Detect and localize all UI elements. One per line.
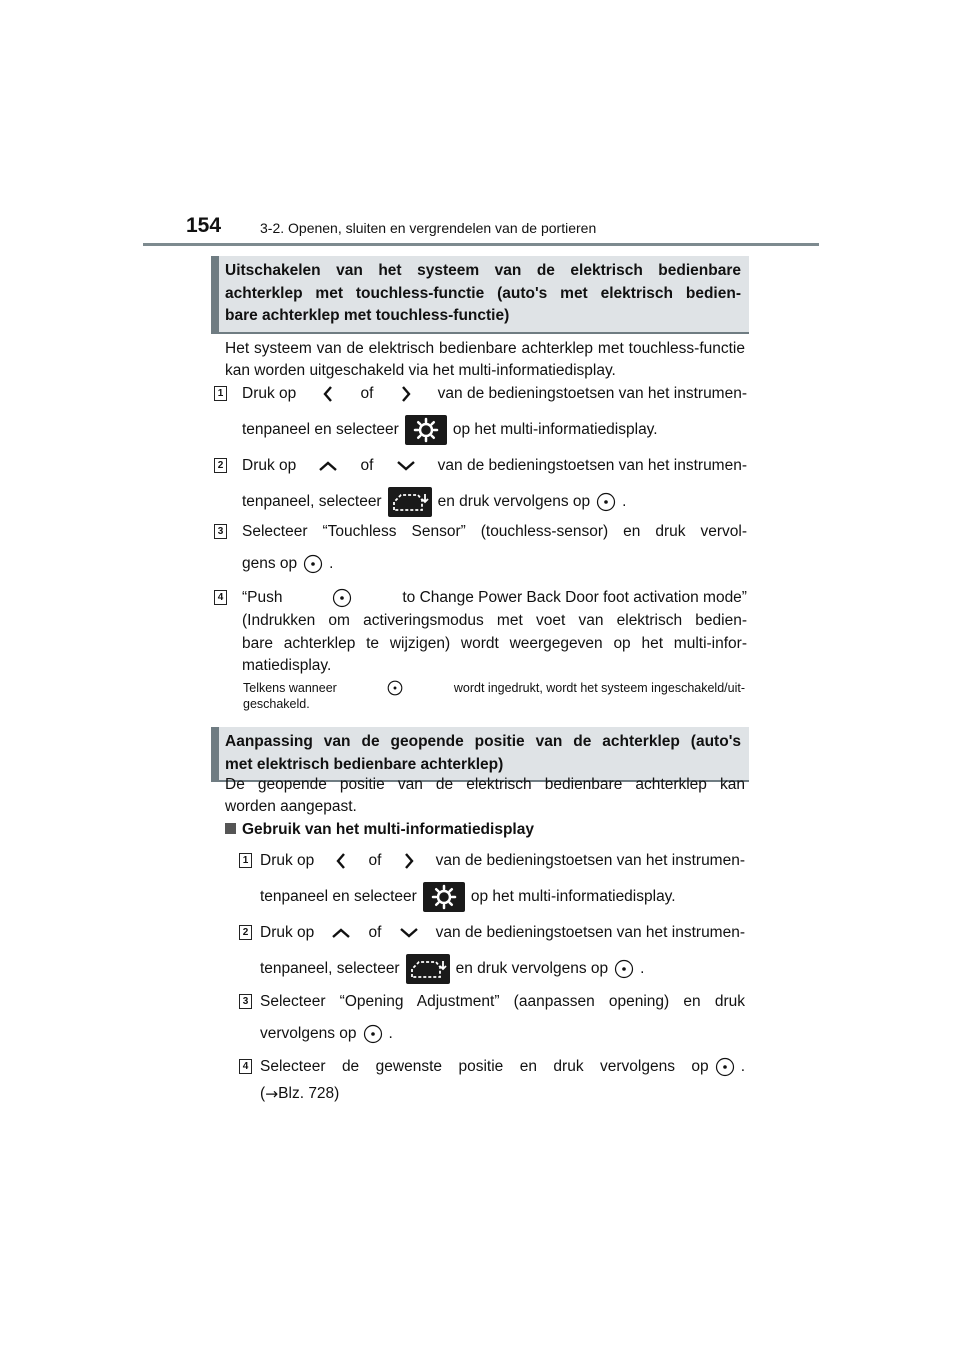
subheading-text: Gebruik van het multi-informatiedisplay [242,821,534,838]
gear-icon [405,415,447,445]
section-title-line: met elektrisch bedienbare achterklep) [225,755,504,773]
enter-button-icon [614,959,634,979]
step-3 [260,991,745,1045]
step-number-2: 2 [214,458,227,473]
step-text: op het multi-informatiedisplay. [452,421,658,438]
note-text: Telkens wanneer [243,681,337,695]
chevron-right-icon [402,851,416,871]
step-line: matiedisplay. [242,657,332,674]
gear-icon [423,882,465,912]
step-text: of [368,924,382,941]
section-title-disable-touchless [211,256,749,334]
step-2 [260,922,745,980]
step-number-1: 1 [214,386,227,401]
step-text: van de bedieningstoetsen van het instrumen- [437,457,747,474]
step-text: Druk op [242,385,297,402]
step-text: en druk vervolgens op [455,960,609,977]
enter-button-icon [715,1057,735,1077]
section-intro: Het systeem van de elektrisch bedienbare achterklep met touchless-functie kan worden uitgeschakeld via het multi-informatiedisplay. [225,340,745,379]
step-text: op het multi-informatiedisplay. [470,888,676,905]
section-title-line: Aanpassing van de geopende positie van de achterklep (auto's [225,733,741,750]
step-text: van de bedieningstoetsen van het instrumen- [435,924,745,941]
step-text: Selecteer “Touchless Sensor” (touchless-sensor) en druk vervol- [242,523,747,540]
note-line [243,680,745,696]
enter-button-icon [363,1024,383,1044]
vehicle-tailgate-icon [388,487,432,517]
step-text: of [368,852,382,869]
step-text: of [360,457,374,474]
step-line [242,419,747,441]
note-text: wordt ingedrukt, wordt het systeem ingeschakeld/uit- [453,681,745,695]
step-text: Selecteer de gewenste positie en druk vervolgens op [260,1058,709,1075]
step-text: gens op [242,555,298,572]
square-bullet-icon [225,823,236,834]
step-text: Druk op [242,457,297,474]
step-line: (Indrukken om activeringsmodus met voet van elektrisch bedien- [242,612,747,629]
chevron-up-icon [330,926,352,940]
chevron-left-icon [334,851,348,871]
chevron-up-icon [317,459,339,473]
step-text: van de bedieningstoetsen van het instrumen- [437,385,747,402]
vehicle-tailgate-icon [406,954,450,984]
step-text: . [640,960,645,977]
step-text: tenpaneel en selecteer [242,421,399,438]
arrow-right-icon: → [265,1085,279,1103]
chevron-right-icon [399,384,413,404]
step-2 [242,455,747,513]
step-line [260,958,745,980]
chevron-down-icon [398,926,420,940]
step-text: vervolgens op [260,1025,357,1042]
step-text: en druk vervolgens op [437,493,591,510]
step-3 [242,521,747,575]
note [243,680,745,712]
step-number-4: 4 [214,590,227,605]
enter-button-icon [332,588,352,608]
step-text: . [740,1058,745,1075]
step-number-3: 3 [239,994,252,1009]
step-1 [260,850,745,908]
section-title-line: achterklep met touchless-functie (auto's met elektrisch bedien- [225,284,741,302]
step-text: ( [260,1085,266,1102]
chevron-down-icon [395,459,417,473]
subheading [225,821,534,839]
chapter-title: 3-2. Openen, sluiten en vergrendelen van de portieren [260,220,597,236]
page-reference-link[interactable]: Blz. 728) [278,1085,340,1102]
step-number-1: 1 [239,853,252,868]
section-title-line: Uitschakelen van het systeem van de elektrisch bedienbare [225,262,741,279]
step-text: to Change Power Back Door foot activation mode” [402,589,747,606]
step-text: tenpaneel, selecteer [242,493,382,510]
step-text: of [360,385,374,402]
header-rule [143,243,819,246]
step-line [242,491,747,513]
step-line [260,1083,745,1105]
step-text: tenpaneel, selecteer [260,960,400,977]
step-line [242,383,747,405]
step-number-3: 3 [214,524,227,539]
step-text: . [388,1025,393,1042]
step-text: . [329,555,334,572]
step-line [260,991,745,1013]
step-4 [260,1056,745,1105]
step-number-4: 4 [239,1059,252,1074]
chevron-left-icon [321,384,335,404]
step-text: . [622,493,627,510]
step-text: Selecteer “Opening Adjustment” (aanpassen opening) en druk [260,993,745,1010]
enter-button-icon [387,680,403,696]
step-line [260,922,745,944]
step-line [260,1056,745,1078]
page-number: 154 [186,214,222,237]
note-text: geschakeld. [243,697,310,711]
intro-line: De geopende positie van de elektrisch bedienbare achterklep kan [225,776,745,793]
step-text: van de bedieningstoetsen van het instrumen- [435,852,745,869]
enter-button-icon [596,492,616,512]
step-line: bare achterklep te wijzigen) wordt weergegeven op het multi-infor- [242,634,747,652]
step-line [242,553,747,575]
step-line [260,850,745,872]
step-text [242,610,747,678]
step-line [242,587,747,609]
step-line [242,521,747,543]
enter-button-icon [303,554,323,574]
step-text: “Push [242,589,283,606]
step-4 [242,587,747,678]
intro-line: worden aangepast. [225,798,357,815]
step-line [242,455,747,477]
section-title-line: bare achterklep met touchless-functie) [225,307,510,324]
step-line [260,1023,745,1045]
step-text: tenpaneel en selecteer [260,888,417,905]
step-1 [242,383,747,441]
step-line [260,886,745,908]
step-text: Druk op [260,852,315,869]
step-text: Druk op [260,924,315,941]
section-intro [225,774,745,818]
step-number-2: 2 [239,925,252,940]
